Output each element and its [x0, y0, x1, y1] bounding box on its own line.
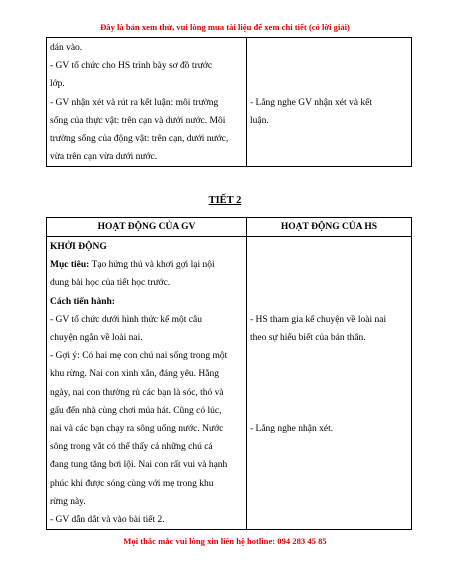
text-line: - Lắng nghe nhận xét. — [250, 424, 334, 435]
student-activity-cell — [247, 237, 412, 530]
text-line — [250, 293, 408, 311]
text-line: luận. — [250, 115, 269, 126]
procedure-label: Cách tiến hành: — [50, 296, 115, 307]
text-line: - GV tổ chức cho HS trình bày sơ đồ trước — [50, 61, 213, 72]
text-line: vừa trên cạn vừa dưới nước. — [50, 152, 158, 163]
activity-heading: KHỞI ĐỘNG — [50, 242, 107, 252]
objective-label: Mục tiêu: — [50, 260, 90, 271]
objective-text: Tạo hứng thú và khơi gợi lại nội — [89, 260, 215, 271]
text-line — [250, 75, 408, 93]
column-header-teacher: HOẠT ĐỘNG CỦA GV — [47, 218, 247, 237]
text-line: chuyện ngắn về loài nai. — [50, 333, 143, 344]
text-line: khu rừng. Nai con xinh xắn, đáng yêu. Hằng — [50, 369, 219, 380]
teacher-activity-cell — [47, 237, 247, 530]
objective-line — [50, 256, 243, 274]
text-line — [250, 274, 408, 292]
text-line — [250, 402, 408, 420]
preview-banner: Đây là bản xem thử, vui lòng mua tài liệu để xem chi tiết (có lời giải) — [100, 22, 350, 32]
activity-table — [46, 217, 412, 530]
text-line — [250, 347, 408, 365]
text-line — [250, 365, 408, 383]
text-line: dung bài học của tiết học trước. — [50, 278, 171, 289]
student-activity-cell — [247, 38, 412, 167]
table-row — [47, 38, 412, 167]
text-line: - Lắng nghe GV nhận xét và kết — [250, 97, 372, 108]
text-line — [250, 256, 408, 274]
text-line: phúc khi được sóng cùng với mẹ trong khu — [50, 478, 214, 489]
text-line: ngày, nai con thường rủ các bạn là sóc, thỏ và — [50, 387, 224, 398]
section-title: TIẾT 2 — [208, 195, 242, 206]
text-line: lớp. — [50, 79, 65, 90]
text-line: - GV nhận xét và rút ra kết luận: môi trường — [50, 97, 219, 108]
text-line: - GV dẫn dắt và vào bài tiết 2. — [50, 515, 165, 526]
activity-table-continued — [46, 37, 412, 167]
table-header-row — [47, 218, 412, 237]
text-line — [250, 39, 408, 57]
text-line — [250, 384, 408, 402]
text-line: đang tung tăng bơi lội. Nai con rất vui và hạnh — [50, 460, 228, 471]
text-line — [250, 57, 408, 75]
column-header-student: HOẠT ĐỘNG CỦA HS — [247, 218, 412, 237]
table-row — [47, 237, 412, 530]
text-line: theo sự hiểu biết của bản thân. — [250, 333, 366, 344]
text-line — [250, 238, 408, 256]
text-line: rừng này. — [50, 496, 86, 507]
text-line: gấu đến nhà cùng chơi múa hát. Cũng có lúc, — [50, 405, 222, 416]
text-line: - HS tham gia kể chuyện về loài nai — [250, 314, 387, 325]
text-line: trường sống của động vật: trên cạn, dưới nước, — [50, 134, 229, 145]
teacher-activity-cell — [47, 38, 247, 167]
hotline-banner: Mọi thắc mắc vui lòng xin liên hệ hotline: 094 283 45 85 — [123, 536, 327, 546]
text-line: dán vào. — [50, 43, 83, 53]
text-line: - GV tổ chức dưới hình thức kể một câu — [50, 314, 202, 325]
text-line: sống của thực vật: trên cạn và dưới nước. Môi — [50, 115, 226, 126]
text-line: - Gợi ý: Có hai mẹ con chú nai sống trong một — [50, 351, 228, 362]
text-line: sông trong vắt có thể thấy cả những chú cá — [50, 442, 213, 453]
text-line: nai và các bạn chạy ra sông uống nước. Nước — [50, 424, 224, 435]
